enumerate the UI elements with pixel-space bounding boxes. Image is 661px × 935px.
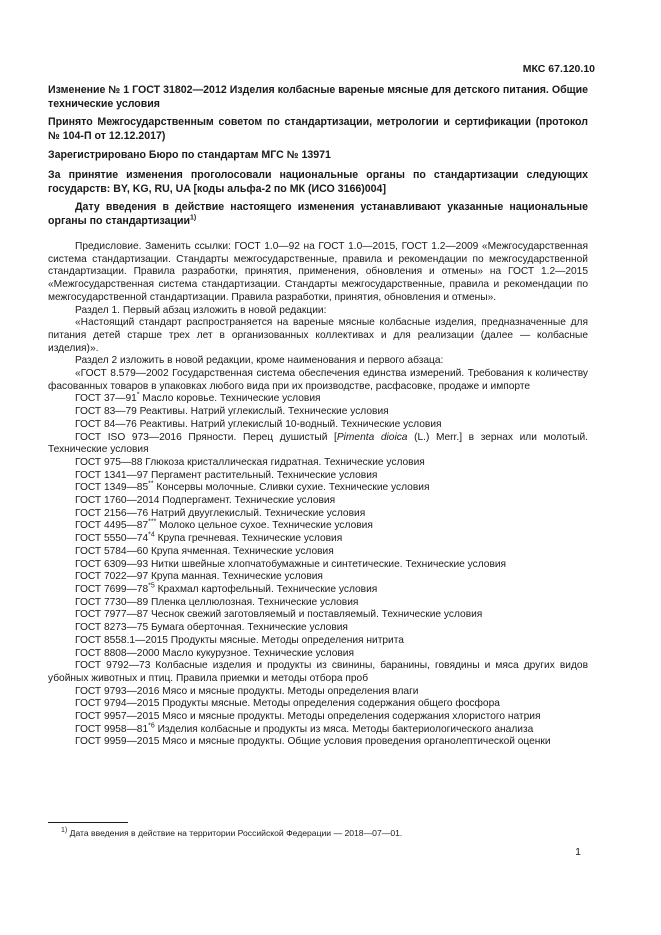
- registration-note: Зарегистрировано Бюро по стандартам МГС № 13971: [48, 149, 331, 161]
- reference-item: [48, 571, 588, 584]
- reference-text: ГОСТ 1341—97 Пергамент растительный. Технические условия: [75, 469, 378, 481]
- paragraph-section1: Раздел 1. Первый абзац изложить в новой редакции:: [75, 304, 327, 316]
- reference-item: [48, 660, 588, 685]
- adoption-note: Принято Межгосударственным советом по стандартизации, метрологии и сертификации (протокол № 104-П от 12.12.2017): [48, 116, 588, 142]
- amendment-body: [48, 241, 588, 749]
- page-number: 1: [575, 846, 581, 858]
- reference-text: ГОСТ 7730—89 Пленка целлюлозная. Технические условия: [75, 596, 359, 608]
- paragraph-section2: Раздел 2 изложить в новой редакции, кроме наименования и первого абзаца:: [75, 355, 444, 367]
- reference-item: [48, 495, 588, 508]
- reference-title: (L.) Merr.] в зернах или молотый. Технические условия: [48, 431, 588, 456]
- reference-item: [48, 584, 588, 597]
- reference-item: [48, 622, 588, 635]
- footnote: [61, 828, 402, 838]
- reference-title: Масло коровье. Технические условия: [139, 393, 321, 405]
- reference-item: [48, 736, 588, 749]
- paragraph-preface: Предисловие. Заменить ссылки: ГОСТ 1.0—92 на ГОСТ 1.0—2015, ГОСТ 1.2—2009 «Межгосударственная система стандартизации. Стандарты межгосударственные, правила и рекомендации по межгосударственной стандартизации. Правила разработки, принятия, применения, обновления и отмены» на ГОСТ 1.2—2015 «Межгосударственная система стандартизации. Стандарты межгосударственные, правила и рекомендации по межгосударственной стандартизации. Правила разработки, принятия, обновления и отмены».: [48, 241, 588, 303]
- footnote-divider: [48, 822, 128, 823]
- reference-item: [48, 559, 588, 572]
- reference-item: [48, 457, 588, 470]
- reference-item: [48, 482, 588, 495]
- reference-text: ГОСТ 37—91: [75, 393, 137, 405]
- footnote-mark: 1): [61, 827, 68, 835]
- reference-note-mark: *4: [148, 531, 155, 539]
- reference-item: [48, 546, 588, 559]
- reference-item: [48, 711, 588, 724]
- reference-item: [48, 686, 588, 699]
- reference-text: ГОСТ 7022—97 Крупа манная. Технические условия: [75, 571, 323, 583]
- reference-item: [48, 432, 588, 457]
- reference-text: ГОСТ 975—88 Глюкоза кристаллическая гидратная. Технические условия: [75, 456, 425, 468]
- voting-note: За принятие изменения проголосовали национальные органы по стандартизации следующих государств: BY, KG, RU, UA [коды альфа-2 по МК (ИСО 3166)004]: [48, 169, 588, 195]
- reference-item: [48, 393, 588, 406]
- reference-note-mark: *: [136, 392, 140, 400]
- reference-title: Изделия колбасные и продукты из мяса. Методы бактериологического анализа: [154, 723, 534, 735]
- reference-item: [48, 698, 588, 711]
- reference-title: Консервы молочные. Сливки сухие. Технические условия: [153, 482, 430, 494]
- reference-text: ГОСТ 9957—2015 Мясо и мясные продукты. Методы определения содержания хлористого натрия: [75, 711, 541, 723]
- reference-text: ГОСТ 7699—78: [75, 583, 149, 595]
- reference-text: ГОСТ 7977—87 Чеснок свежий заготовляемый и поставляемый. Технические условия: [75, 609, 483, 621]
- reference-note-mark: *6: [148, 722, 155, 730]
- reference-item: [48, 419, 588, 432]
- reference-text: ГОСТ 1349—85: [75, 482, 149, 494]
- reference-text: ГОСТ 2156—76 Натрий двууглекислый. Технические условия: [75, 507, 366, 519]
- reference-text: ГОСТ 8273—75 Бумага оберточная. Технические условия: [75, 622, 348, 634]
- classification-code: МКС 67.120.10: [522, 63, 595, 75]
- footnote-ref: 1): [190, 214, 197, 222]
- reference-text: ГОСТ 8558.1—2015 Продукты мясные. Методы определения нитрита: [75, 634, 404, 646]
- effective-date-text: Дату введения в действие настоящего изменения устанавливают указанные национальные органы по стандартизации: [48, 201, 588, 227]
- paragraph-scope: «Настоящий стандарт распространяется на вареные мясные колбасные изделия, предназначенные для питания детей старше трех лет в организованных коллективах и для реализации (далее — колбасные изделия)».: [48, 317, 588, 354]
- reference-italic: Pimenta dioica: [336, 431, 408, 443]
- reference-item: [48, 724, 588, 737]
- reference-text: ГОСТ ISO 973—2016 Пряности. Перец душистый [: [75, 431, 337, 443]
- amendment-title: Изменение № 1 ГОСТ 31802—2012 Изделия колбасные вареные мясные для детского питания. Общие технические условия: [48, 84, 588, 110]
- reference-item: [48, 470, 588, 483]
- reference-text: ГОСТ 6309—93 Нитки швейные хлопчатобумажные и синтетические. Технические условия: [75, 558, 507, 570]
- reference-title: Крахмал картофельный. Технические условия: [154, 583, 378, 595]
- reference-text: ГОСТ 9793—2016 Мясо и мясные продукты. Методы определения влаги: [75, 685, 419, 697]
- reference-text: ГОСТ 1760—2014 Подпергамент. Технические условия: [75, 495, 336, 507]
- reference-text: ГОСТ 9792—73 Колбасные изделия и продукты из свинины, баранины, говядины и мяса других видов убойных животных и птиц. Правила приемки и методы отбора проб: [48, 660, 588, 684]
- reference-item: [48, 597, 588, 610]
- reference-title: Крупа гречневая. Технические условия: [154, 533, 343, 545]
- reference-text: ГОСТ 84—76 Реактивы. Натрий углекислый 10-водный. Технические условия: [75, 418, 442, 430]
- reference-text: ГОСТ 9958—81: [75, 723, 149, 735]
- reference-note-mark: **: [148, 480, 154, 488]
- footnote-text: Дата введения в действие на территории Российской Федерации — 2018—07—01.: [69, 828, 403, 838]
- reference-item: [48, 609, 588, 622]
- reference-item: [48, 648, 588, 661]
- reference-text: ГОСТ 4495—87: [75, 520, 149, 532]
- reference-text: ГОСТ 83—79 Реактивы. Натрий углекислый. Технические условия: [75, 406, 389, 418]
- reference-text: ГОСТ 9959—2015 Мясо и мясные продукты. Общие условия проведения органолептической оценки: [75, 736, 551, 748]
- reference-text: ГОСТ 5784—60 Крупа ячменная. Технические условия: [75, 545, 334, 557]
- reference-note-mark: *5: [148, 582, 155, 590]
- reference-text: ГОСТ 5550—74: [75, 533, 149, 545]
- reference-item: [48, 520, 588, 533]
- reference-text: ГОСТ 9794—2015 Продукты мясные. Методы определения содержания общего фосфора: [75, 698, 500, 710]
- effective-date-note: [48, 200, 588, 228]
- reference-list: [48, 393, 588, 749]
- reference-title: Молоко цельное сухое. Технические условия: [156, 520, 373, 532]
- paragraph-gost-8579: «ГОСТ 8.579—2002 Государственная система обеспечения единства измерений. Требования к количеству фасованных товаров в упаковках любого вида при их производстве, расфасовке, продаже и импорте: [48, 368, 588, 392]
- reference-text: ГОСТ 8808—2000 Масло кукурузное. Технические условия: [75, 647, 354, 659]
- reference-item: [48, 533, 588, 546]
- reference-note-mark: ***: [148, 519, 157, 527]
- reference-item: [48, 635, 588, 648]
- reference-item: [48, 508, 588, 521]
- reference-item: [48, 406, 588, 419]
